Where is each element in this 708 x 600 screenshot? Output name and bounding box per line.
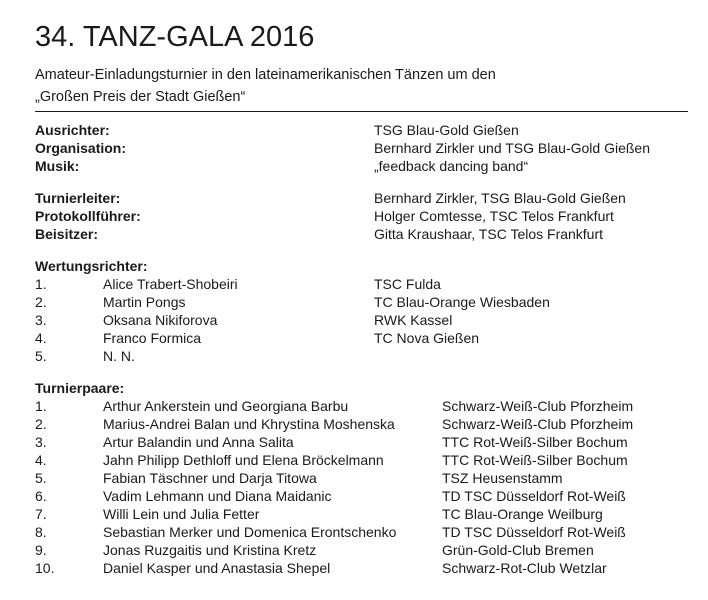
header-divider: [35, 111, 688, 112]
couple-number: 7.: [35, 506, 47, 522]
couple-club: TTC Rot-Weiß-Silber Bochum: [442, 452, 628, 468]
judge-name: Oksana Nikiforova: [103, 312, 218, 328]
judge-club: TC Blau-Orange Wiesbaden: [374, 294, 550, 310]
couple-club: TSZ Heusenstamm: [442, 470, 563, 486]
judge-number: 3.: [35, 312, 47, 328]
couple-club: Schwarz-Weiß-Club Pforzheim: [442, 416, 634, 432]
couples-heading: Turnierpaare:: [35, 380, 125, 396]
couple-club: Schwarz-Rot-Club Wetzlar: [442, 560, 607, 576]
judge-name: N. N.: [103, 348, 135, 364]
judge-name: Franco Formica: [103, 330, 202, 346]
info-label: Musik:: [35, 158, 80, 174]
couple-number: 5.: [35, 470, 47, 486]
couple-names: Jonas Ruzgaitis und Kristina Kretz: [103, 542, 317, 558]
judge-club: TSC Fulda: [374, 276, 441, 292]
couple-number: 2.: [35, 416, 47, 432]
judge-number: 4.: [35, 330, 47, 346]
info-value: Gitta Kraushaar, TSC Telos Frankfurt: [374, 226, 604, 242]
judges-heading: Wertungsrichter:: [35, 258, 148, 274]
couple-number: 1.: [35, 398, 47, 414]
couple-names: Artur Balandin und Anna Salita: [103, 434, 294, 450]
couple-names: Willi Lein und Julia Fetter: [103, 506, 260, 522]
info-value: „feedback dancing band“: [374, 158, 529, 174]
couple-names: Sebastian Merker und Domenica Erontschenko: [103, 524, 397, 540]
couple-club: TD TSC Düsseldorf Rot-Weiß: [442, 524, 626, 540]
couple-names: Daniel Kasper und Anastasia Shepel: [103, 560, 331, 576]
judge-number: 5.: [35, 348, 47, 364]
info-value: Holger Comtesse, TSC Telos Frankfurt: [374, 208, 614, 224]
subtitle-line-1: Amateur-Einladungsturnier in den lateinamerikanischen Tänzen um den: [35, 67, 496, 83]
judge-club: RWK Kassel: [374, 312, 453, 328]
couple-names: Marius-Andrei Balan und Khrystina Moshenska: [103, 416, 395, 432]
couple-club: Schwarz-Weiß-Club Pforzheim: [442, 398, 634, 414]
couple-number: 4.: [35, 452, 47, 468]
couple-names: Arthur Ankerstein und Georgiana Barbu: [103, 398, 349, 414]
judge-club: TC Nova Gießen: [374, 330, 480, 346]
couple-club: TC Blau-Orange Weilburg: [442, 506, 603, 522]
info-label: Protokollführer:: [35, 208, 141, 224]
info-label: Organisation:: [35, 140, 127, 156]
couple-club: Grün-Gold-Club Bremen: [442, 542, 594, 558]
couple-club: TD TSC Düsseldorf Rot-Weiß: [442, 488, 626, 504]
couple-names: Jahn Philipp Dethloff und Elena Bröckelmann: [103, 452, 384, 468]
couple-names: Vadim Lehmann und Diana Maidanic: [103, 488, 332, 504]
info-value: Bernhard Zirkler, TSG Blau-Gold Gießen: [374, 190, 626, 206]
couple-number: 8.: [35, 524, 47, 540]
info-label: Ausrichter:: [35, 122, 110, 138]
judge-number: 2.: [35, 294, 47, 310]
subtitle-line-2: „Großen Preis der Stadt Gießen“: [35, 89, 246, 105]
info-value: TSG Blau-Gold Gießen: [374, 122, 519, 138]
couple-number: 3.: [35, 434, 47, 450]
judge-name: Alice Trabert-Shobeiri: [103, 276, 238, 292]
couple-number: 10.: [35, 560, 55, 576]
info-value: Bernhard Zirkler und TSG Blau-Gold Gießen: [374, 140, 650, 156]
judge-number: 1.: [35, 276, 47, 292]
couple-number: 6.: [35, 488, 47, 504]
couple-number: 9.: [35, 542, 47, 558]
info-label: Beisitzer:: [35, 226, 99, 242]
info-label: Turnierleiter:: [35, 190, 121, 206]
couple-names: Fabian Täschner und Darja Titowa: [103, 470, 317, 486]
couple-club: TTC Rot-Weiß-Silber Bochum: [442, 434, 628, 450]
page-title: 34. TANZ-GALA 2016: [35, 21, 315, 53]
judge-name: Martin Pongs: [103, 294, 186, 310]
